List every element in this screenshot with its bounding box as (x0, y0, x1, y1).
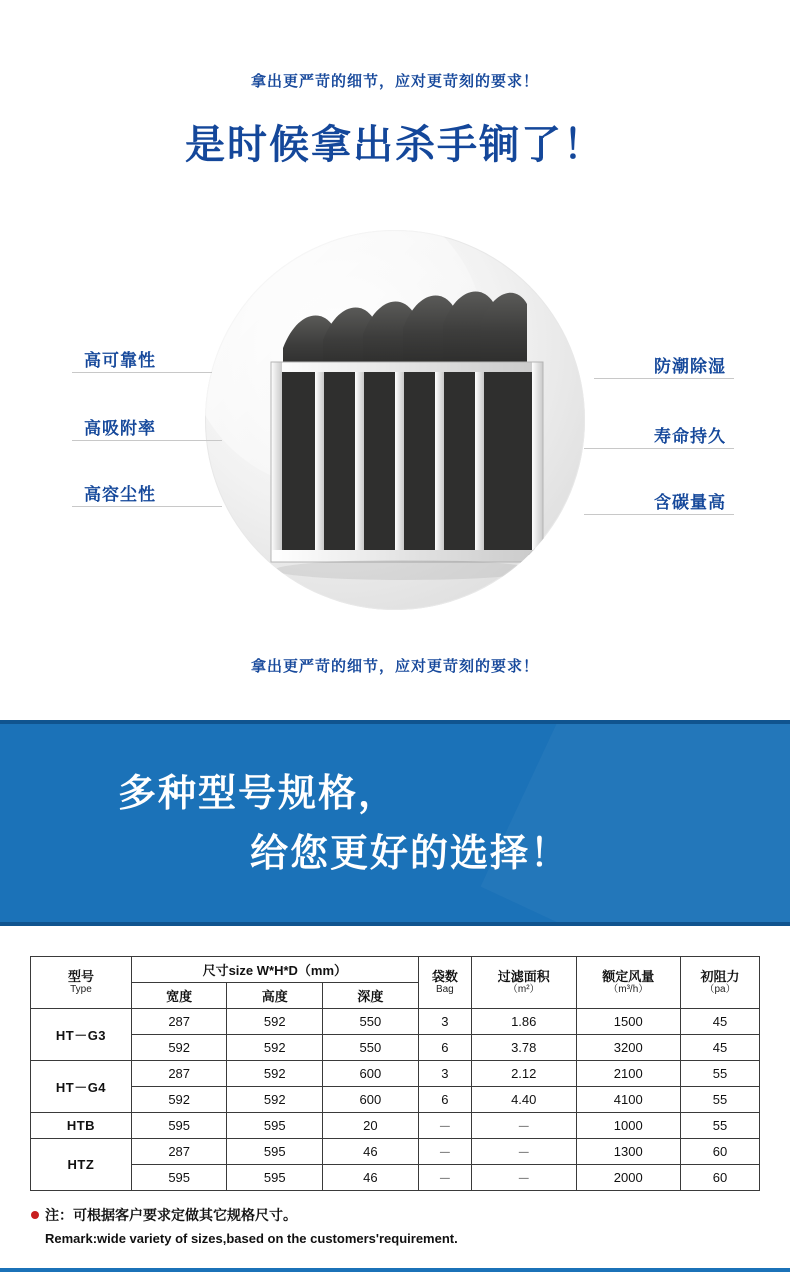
header-resistance-cn: 初阻力 (700, 969, 740, 984)
cell-flow: 2000 (576, 1165, 681, 1191)
feature-left-rule-3 (72, 506, 222, 507)
feature-left-rule-1 (72, 372, 212, 373)
cell-area: － (471, 1165, 576, 1191)
cell-depth: 600 (323, 1087, 419, 1113)
bag-filter-illustration (205, 230, 585, 610)
header-bag (418, 957, 471, 1009)
table-row (31, 1165, 760, 1191)
cell-depth: 550 (323, 1035, 419, 1061)
cell-height: 595 (227, 1139, 323, 1165)
cell-flow: 2100 (576, 1061, 681, 1087)
cell-model: HT－G3 (31, 1009, 132, 1061)
cell-height: 595 (227, 1113, 323, 1139)
header-area-cn: 过滤面积 (497, 969, 550, 984)
cell-model: HTZ (31, 1139, 132, 1191)
hero-subtitle-top: 拿出更严苛的细节，应对更苛刻的要求！ (250, 73, 539, 90)
cell-depth: 600 (323, 1061, 419, 1087)
banner-line-2: 给您更好的选择！ (250, 833, 571, 875)
cell-bag: － (418, 1113, 471, 1139)
header-height: 高度 (227, 983, 323, 1009)
bullet-dot-icon (31, 1211, 39, 1219)
cell-area: － (471, 1113, 576, 1139)
cell-area: 2.12 (471, 1061, 576, 1087)
cell-bag: 6 (418, 1087, 471, 1113)
header-flow-cn: 额定风量 (602, 969, 655, 984)
header-row-top (31, 957, 760, 983)
feature-left-3: 高容尘性 (84, 485, 156, 504)
hero-subtitle-bottom: 拿出更严苛的细节，应对更苛刻的要求！ (250, 658, 539, 675)
cell-model: HT－G4 (31, 1061, 132, 1113)
table-row (31, 1139, 760, 1165)
cell-area: 1.86 (471, 1009, 576, 1035)
feature-right-3: 含碳量高 (654, 493, 726, 512)
cell-flow: 1000 (576, 1113, 681, 1139)
header-model (31, 957, 132, 1009)
spec-table-head (31, 957, 760, 1009)
cell-area: 3.78 (471, 1035, 576, 1061)
feature-left-rule-2 (72, 440, 222, 441)
header-model-cn: 型号 (67, 969, 94, 984)
cell-resistance: 55 (681, 1087, 760, 1113)
feature-right-rule-1 (594, 378, 734, 379)
cell-flow: 4100 (576, 1087, 681, 1113)
banner-line-1: 多种型号规格， (118, 773, 399, 815)
cell-resistance: 60 (681, 1165, 760, 1191)
remark-line-1: 注：可根据客户要求定做其它规格尺寸。 (45, 1207, 297, 1223)
cell-depth: 46 (323, 1165, 419, 1191)
cell-bag: － (418, 1139, 471, 1165)
cell-height: 592 (227, 1087, 323, 1113)
cell-bag: － (418, 1165, 471, 1191)
cell-area: 4.40 (471, 1087, 576, 1113)
cell-flow: 3200 (576, 1035, 681, 1061)
cell-width: 592 (131, 1035, 227, 1061)
cell-width: 595 (131, 1165, 227, 1191)
product-image-circle (205, 230, 585, 610)
cell-resistance: 45 (681, 1035, 760, 1061)
cell-height: 592 (227, 1009, 323, 1035)
header-bag-en: Bag (435, 984, 454, 995)
remark-line-2: Remark:wide variety of sizes,based on the customers'requirement. (45, 1231, 458, 1246)
cell-bag: 3 (418, 1061, 471, 1087)
cell-resistance: 45 (681, 1009, 760, 1035)
cell-resistance: 55 (681, 1113, 760, 1139)
remark-line-1-wrap (31, 1205, 761, 1225)
spec-table-section (0, 926, 790, 1246)
cell-height: 595 (227, 1165, 323, 1191)
header-size-group: 尺寸size W*H*D（mm） (131, 957, 418, 983)
header-resistance (681, 957, 760, 1009)
spec-table (30, 956, 760, 1191)
feature-right-rule-2 (584, 448, 734, 449)
feature-left-1: 高可靠性 (84, 351, 156, 370)
header-flow-unit: （m³/h） (608, 984, 649, 995)
cell-depth: 550 (323, 1009, 419, 1035)
hero-title: 是时候拿出杀手锏了！ (185, 123, 605, 167)
cell-resistance: 55 (681, 1061, 760, 1087)
header-depth: 深度 (323, 983, 419, 1009)
header-bag-cn: 袋数 (431, 969, 458, 984)
cell-flow: 1300 (576, 1139, 681, 1165)
cell-model: HTB (31, 1113, 132, 1139)
header-model-en: Type (70, 984, 92, 995)
cell-width: 287 (131, 1061, 227, 1087)
remark-block (29, 1205, 761, 1246)
spec-table-body (31, 1009, 760, 1191)
table-row (31, 1087, 760, 1113)
table-row (31, 1009, 760, 1035)
blue-banner (0, 720, 790, 926)
cell-width: 592 (131, 1087, 227, 1113)
cell-depth: 46 (323, 1139, 419, 1165)
feature-right-rule-3 (584, 514, 734, 515)
cell-flow: 1500 (576, 1009, 681, 1035)
header-area-unit: （m²） (507, 984, 540, 995)
cell-width: 287 (131, 1139, 227, 1165)
cell-height: 592 (227, 1061, 323, 1087)
cell-resistance: 60 (681, 1139, 760, 1165)
bottom-accent-rule (0, 1268, 790, 1272)
cell-bag: 6 (418, 1035, 471, 1061)
header-width: 宽度 (131, 983, 227, 1009)
header-resistance-unit: （pa） (704, 984, 736, 995)
table-row (31, 1035, 760, 1061)
table-row (31, 1113, 760, 1139)
feature-right-2: 寿命持久 (654, 427, 726, 446)
cell-depth: 20 (323, 1113, 419, 1139)
cell-width: 287 (131, 1009, 227, 1035)
table-row (31, 1061, 760, 1087)
cell-area: － (471, 1139, 576, 1165)
cell-height: 592 (227, 1035, 323, 1061)
cell-width: 595 (131, 1113, 227, 1139)
header-flow (576, 957, 681, 1009)
header-area (471, 957, 576, 1009)
cell-bag: 3 (418, 1009, 471, 1035)
feature-right-1: 防潮除湿 (654, 357, 726, 376)
feature-left-2: 高吸附率 (84, 419, 156, 438)
